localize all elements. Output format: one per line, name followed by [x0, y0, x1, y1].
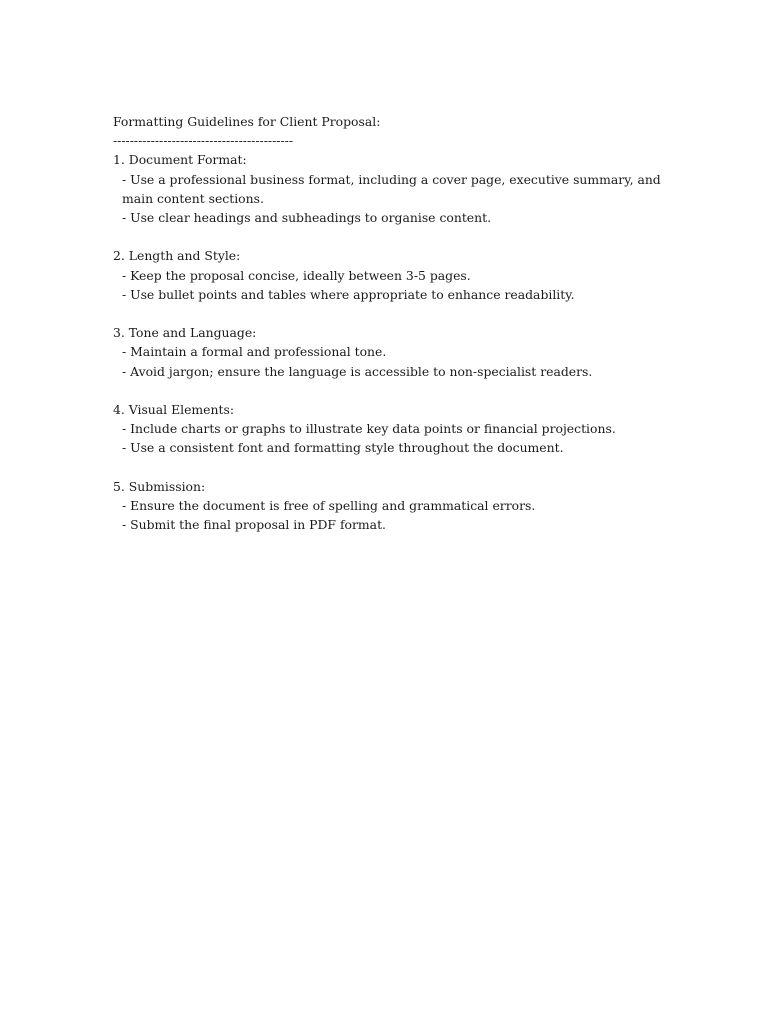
list-item: - Avoid jargon; ensure the language is accessible to non-specialist readers. [122, 363, 593, 379]
document-body [113, 112, 663, 534]
title-divider: ------------------------------------------- [113, 133, 294, 149]
document-title: Formatting Guidelines for Client Proposal: [113, 114, 381, 129]
list-item: - Use a professional business format, including a cover page, executive summary, and main content sections. [122, 171, 665, 206]
section-heading: 3. Tone and Language: [113, 325, 257, 341]
section-heading: 5. Submission: [113, 478, 206, 494]
list-item: - Submit the final proposal in PDF format. [122, 517, 386, 533]
section-visual-elements [113, 400, 663, 458]
section-length-and-style [113, 246, 663, 304]
list-item: - Include charts or graphs to illustrate key data points or financial projections. [122, 421, 616, 437]
section-heading: 4. Visual Elements: [113, 402, 234, 417]
section-submission [113, 477, 663, 535]
section-heading: 1. Document Format: [113, 152, 247, 168]
list-item: - Maintain a formal and professional tone. [122, 344, 387, 360]
section-heading: 2. Length and Style: [113, 248, 241, 264]
list-item: - Use clear headings and subheadings to organise content. [122, 210, 492, 226]
section-tone-and-language [113, 323, 663, 381]
list-item: - Use a consistent font and formatting style throughout the document. [122, 440, 564, 456]
list-item: - Ensure the document is free of spelling and grammatical errors. [122, 498, 536, 513]
list-item: - Keep the proposal concise, ideally between 3-5 pages. [122, 267, 471, 283]
list-item: - Use bullet points and tables where appropriate to enhance readability. [122, 286, 575, 302]
section-document-format [113, 150, 663, 227]
